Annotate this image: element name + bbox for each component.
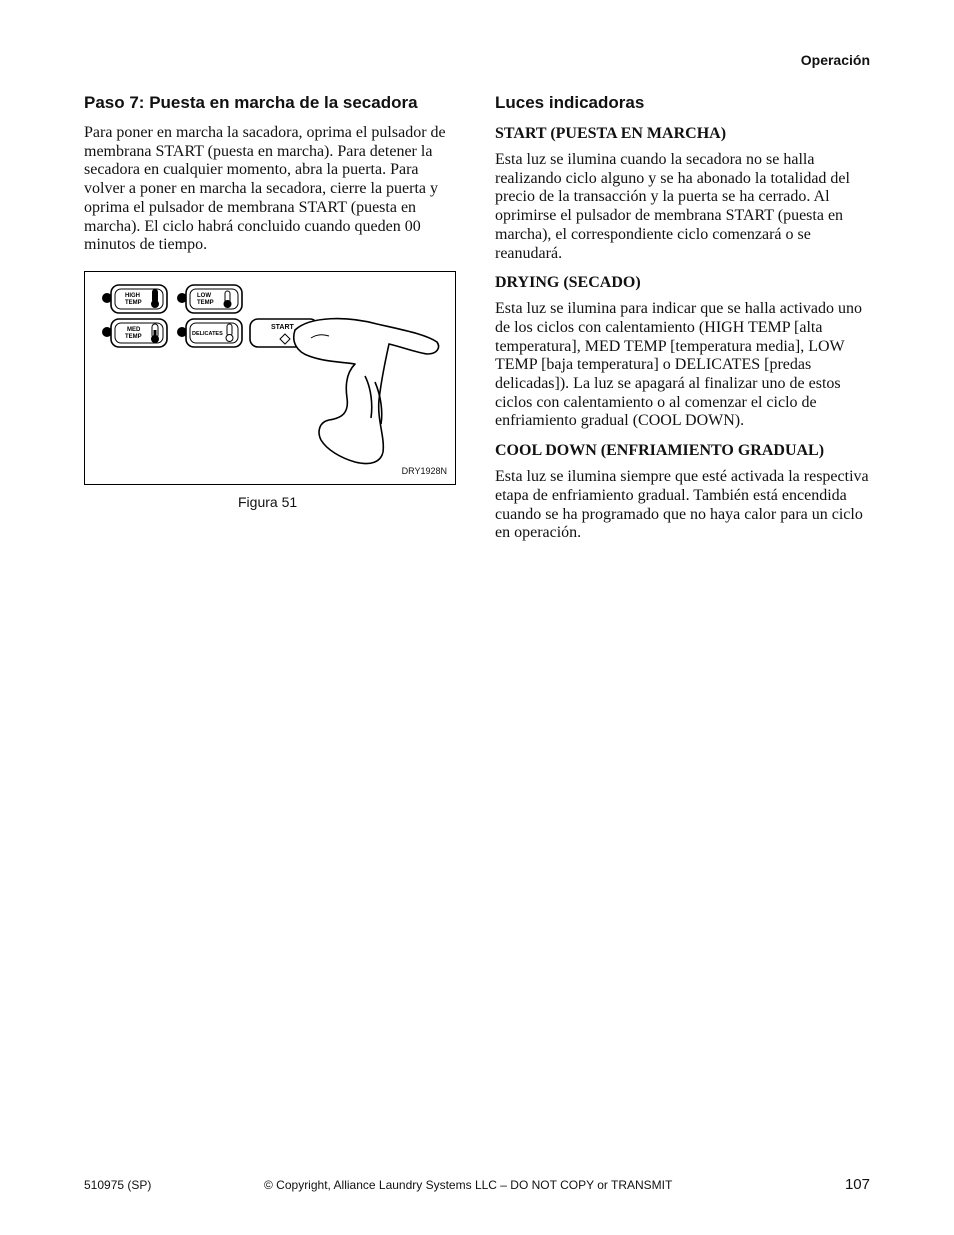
figure-caption: Figura 51 xyxy=(238,494,298,510)
low-temp-button xyxy=(177,285,242,313)
cooldown-section-text: Esta luz se ilumina siempre que esté activada la respectiva etapa de enfriamiento gradual. También está encendida cuando se ha programado que no haya calor para un ciclo en operación. xyxy=(495,468,869,542)
step-paragraph: Para poner en marcha la sacadora, oprima el pulsador de membrana START (puesta en marcha). Para detener la secadora en cualquier momento, abra la puerta. Para volver a poner en marcha la secadora, cierre la puerta y oprima el pulsador de membrana START (puesta en marcha). El ciclo habrá concluido cuando queden 00 minutos de tiempo. xyxy=(84,124,446,254)
hand-pressing-icon xyxy=(294,319,439,464)
high-temp-button xyxy=(102,285,167,313)
delicates-button xyxy=(177,319,242,347)
figure-code: DRY1928N xyxy=(401,466,447,476)
delicates-label: DELICATES xyxy=(192,331,223,337)
section-label: Operación xyxy=(800,52,870,68)
low-temp-label-2: TEMP xyxy=(197,300,214,306)
drying-section-text: Esta luz se ilumina para indicar que se halla activado uno de los ciclos con calentamiento (HIGH TEMP [alta temperatura], MED TEMP [temperatura media], LOW TEMP [baja temperatura] o DELICATES [predas delicadas]). La luz se apagará al finalizar uno de estos ciclos con calentamiento o al comenzar el ciclo de enfriamiento gradual (COOL DOWN). xyxy=(495,300,862,430)
footer-page-number: 107 xyxy=(844,1176,870,1193)
left-column xyxy=(84,92,458,255)
step-heading: Paso 7: Puesta en marcha de la secadora xyxy=(84,93,418,112)
med-temp-label-1: MED xyxy=(127,327,141,333)
low-temp-label-1: LOW xyxy=(197,293,211,299)
control-panel-illustration xyxy=(85,272,457,486)
indicators-heading: Luces indicadoras xyxy=(495,93,645,112)
start-section-text: Esta luz se ilumina cuando la secadora no se halla realizando ciclo alguno y se ha abonado la totalidad del precio de la transacción y la puerta se ha cerrado. Al oprimirse el pulsador de membrana START (puesta en marcha), el correspondiente ciclo comenzará o se reanudará. xyxy=(495,151,850,262)
footer-doc-number: 510975 (SP) xyxy=(84,1178,152,1192)
cooldown-section-title: COOL DOWN (ENFRIAMIENTO GRADUAL) xyxy=(495,442,825,460)
start-label: START xyxy=(271,324,294,331)
drying-section-title: DRYING (SECADO) xyxy=(495,274,641,292)
high-temp-label-2: TEMP xyxy=(125,300,142,306)
med-temp-button xyxy=(102,319,167,347)
med-temp-label-2: TEMP xyxy=(125,334,142,340)
right-column xyxy=(495,92,873,543)
start-section-title: START (PUESTA EN MARCHA) xyxy=(495,125,727,142)
figure-51 xyxy=(84,271,456,485)
high-temp-label-1: HIGH xyxy=(125,293,140,299)
footer-copyright: © Copyright, Alliance Laundry Systems LLC – DO NOT COPY or TRANSMIT xyxy=(264,1178,673,1192)
